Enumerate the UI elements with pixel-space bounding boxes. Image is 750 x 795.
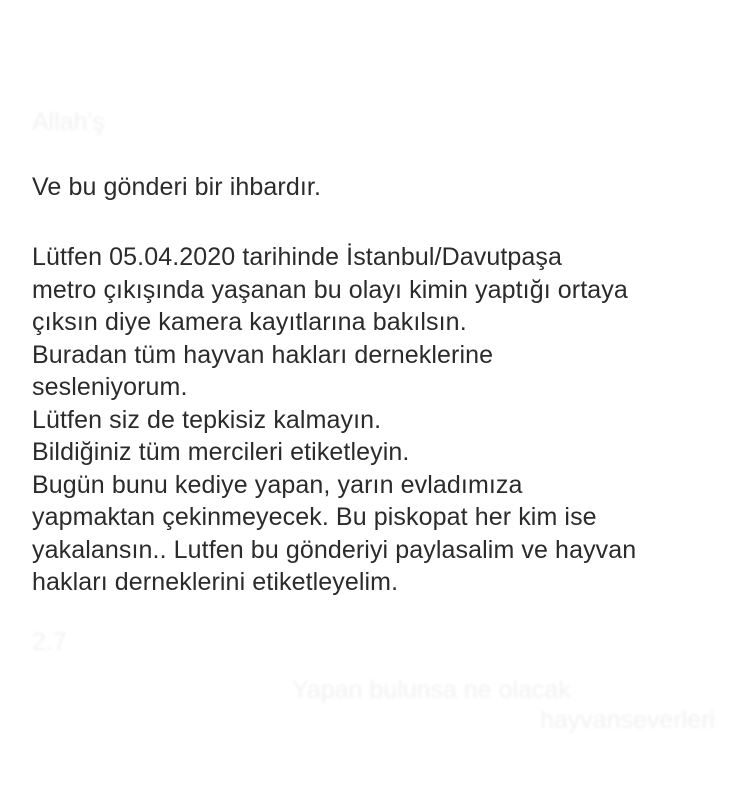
caption-line: metro çıkışında yaşanan bu olayı kimin yaptığı ortaya xyxy=(32,275,628,304)
caption-line: hakları derneklerini etiketleyelim. xyxy=(32,568,399,596)
caption-line: yakalansın.. Lutfen bu gönderiyi paylasalim ve hayvan xyxy=(32,535,637,564)
caption-body xyxy=(32,241,732,599)
caption-line: yapmaktan çekinmeyecek. Bu piskopat her kim ise xyxy=(32,503,597,531)
faded-bottom-count: 2.7 xyxy=(32,628,67,656)
caption-line: Lütfen siz de tepkisiz kalmayın. xyxy=(32,405,382,434)
caption-line: sesleniyorum. xyxy=(32,373,188,401)
caption-intro: Ve bu gönderi bir ihbardır. xyxy=(32,173,322,201)
caption-line: Lütfen 05.04.2020 tarihinde İstanbul/Davutpaşa xyxy=(32,243,562,271)
caption-line: çıksın diye kamera kayıtlarına bakılsın. xyxy=(32,308,467,336)
faded-top-text: Allah'ş xyxy=(32,108,105,136)
caption-line: Bildiğiniz tüm mercileri etiketleyin. xyxy=(32,438,410,466)
caption-line: Buradan tüm hayvan hakları derneklerine xyxy=(32,340,494,369)
faded-bottom-comment: Yapan bulunsa ne olacak xyxy=(292,676,571,704)
caption-line: Bugün bunu kediye yapan, yarın evladımıza xyxy=(32,470,523,499)
faded-bottom-comment-2: hayvanseverleri xyxy=(540,706,716,734)
